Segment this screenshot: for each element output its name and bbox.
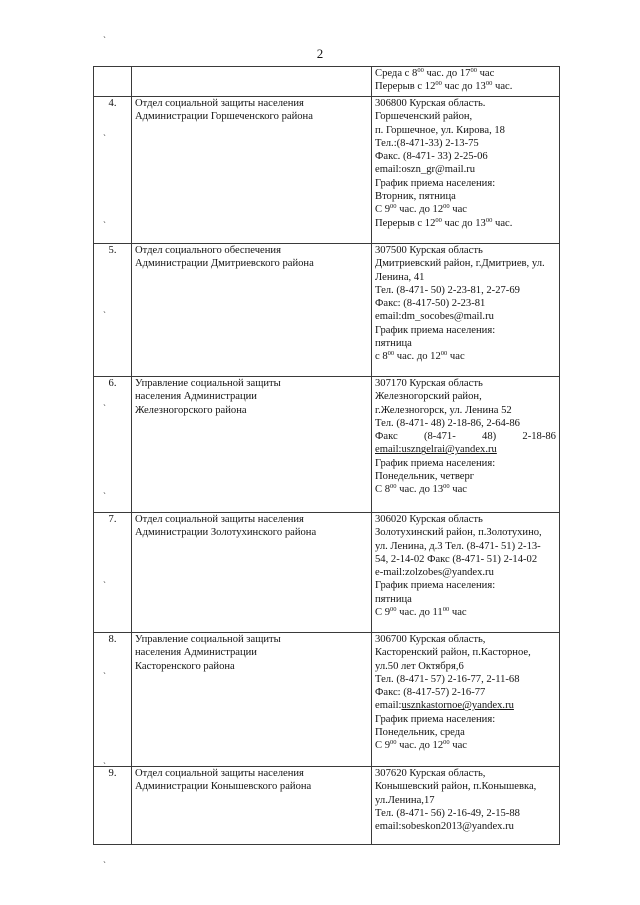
phone-line: Тел.:(8-471-33) 2-13-75 — [375, 137, 479, 149]
email-line[interactable]: email:uszngelrai@yandex.ru — [375, 444, 497, 456]
schedule-days: пятница — [375, 593, 412, 605]
email-line: email:dm_socobes@mail.ru — [375, 311, 494, 323]
scan-speck: ˏ — [103, 853, 106, 863]
schedule-days: Понедельник, четверг — [375, 471, 475, 483]
address-line: ул.Ленина,17 — [375, 794, 435, 806]
scan-speck: ˏ — [103, 213, 106, 223]
phone-line: Тел. (8-471- 50) 2-23-81, 2-27-69 — [375, 284, 520, 296]
scan-speck: ˏ — [103, 754, 106, 764]
address-line: Железногорский район, — [375, 391, 482, 403]
organization-name-line: Касторенского района — [135, 660, 235, 672]
scan-speck: ˏ — [103, 484, 106, 494]
scan-speck: ˏ — [103, 396, 106, 406]
address-line: Горшеченский район, — [375, 111, 473, 123]
address-line: Золотухинский район, п.Золотухино, — [375, 527, 542, 539]
organization-name-cell — [132, 767, 372, 845]
email-line: email:oszn_gr@mail.ru — [375, 164, 476, 176]
schedule-days: Вторник, пятница — [375, 191, 456, 203]
table-row — [94, 633, 560, 767]
address-line: 307620 Курская область, — [375, 768, 486, 779]
schedule-title: График приема населения: — [375, 324, 496, 336]
scan-speck: ˏ — [103, 28, 106, 38]
break-hours-line: Перерыв с $12^{00}$ час до $13^{00}$ час. — [375, 80, 513, 93]
organization-name-cell — [132, 244, 372, 377]
contact-info-cell — [372, 633, 560, 767]
social-protection-offices-table — [93, 66, 560, 845]
hours-line: С $9^{00}$ час. до $12^{00}$ час — [375, 203, 468, 216]
page-number: 2 — [316, 46, 324, 61]
fax-line: Факс: (8-417-50) 2-23-81 — [375, 298, 486, 310]
address-line: 306800 Курская область. — [375, 98, 486, 109]
organization-name-cell — [132, 377, 372, 513]
fax-line: Факс. (8-471- 33) 2-25-06 — [375, 151, 488, 163]
organization-name-line: Администрации Золотухинского района — [135, 527, 317, 539]
address-line: Конышевский район, п.Конышевка, — [375, 781, 537, 793]
scan-speck: ˏ — [103, 126, 106, 136]
address-line: Касторенский район, п.Касторное, — [375, 647, 531, 659]
organization-name-line: населения Администрации — [135, 391, 257, 403]
row-number-cell — [94, 67, 132, 97]
row-number: 7. — [94, 513, 132, 633]
schedule-title: График приема населения: — [375, 580, 496, 592]
row-number: 9. — [94, 767, 132, 845]
contact-info-cell — [372, 377, 560, 513]
organization-name-line: Управление социальной защиты — [135, 378, 281, 389]
hours-line: Среда с $8^{00}$ час. до $17^{00}$ час — [375, 67, 495, 79]
schedule-days: пятница — [375, 338, 412, 350]
row-number: 4. — [94, 97, 132, 244]
hours-line: С $8^{00}$ час. до $13^{00}$ час — [375, 483, 468, 496]
contact-info-cell — [372, 97, 560, 244]
phone-line: Тел. (8-471- 57) 2-16-77, 2-11-68 — [375, 673, 520, 685]
organization-name-line: населения Администрации — [135, 647, 257, 659]
address-line: Дмитриевский район, г.Дмитриев, ул. — [375, 258, 545, 270]
address-line: 307170 Курская область — [375, 378, 483, 389]
table-row — [94, 97, 560, 244]
phone-line: Тел. (8-471- 56) 2-16-49, 2-15-88 — [375, 807, 520, 819]
organization-name-line: Администрации Дмитриевского района — [135, 258, 314, 270]
organization-name-line: Железногорского района — [135, 404, 247, 416]
scan-speck: ˏ — [103, 573, 106, 583]
email-line: email:sobeskon2013@yandex.ru — [375, 821, 514, 833]
fax-line: Факс (8-471- 48) 2-18-86 — [375, 431, 556, 443]
organization-name-line: Администрации Конышевского района — [135, 781, 312, 793]
contact-info-cell — [372, 67, 560, 97]
scan-speck: ˏ — [103, 664, 106, 674]
schedule-title: График приема населения: — [375, 177, 496, 189]
email-link[interactable]: usznkastornoe@yandex.ru — [401, 700, 514, 712]
hours-line: С $9^{00}$ час. до $11^{00}$ час — [375, 606, 467, 619]
table-row — [94, 377, 560, 513]
hours-line: С $9^{00}$ час. до $12^{00}$ час — [375, 739, 468, 752]
contact-info-cell — [372, 513, 560, 633]
row-number: 8. — [94, 633, 132, 767]
schedule-days: Понедельник, среда — [375, 727, 465, 739]
email-prefix: email: — [375, 700, 402, 712]
organization-name-line: Отдел социального обеспечения — [135, 245, 281, 256]
hours-line: с $8^{00}$ час. до $12^{00}$ час — [375, 350, 465, 363]
address-line: п. Горшечное, ул. Кирова, 18 — [375, 124, 505, 136]
address-line: 307500 Курская область — [375, 245, 483, 256]
scan-speck: ˏ — [103, 303, 106, 313]
fax-line: Факс: (8-417-57) 2-16-77 — [375, 687, 486, 699]
address-line: г.Железногорск, ул. Ленина 52 — [375, 404, 512, 416]
table-row-continuation — [94, 67, 560, 97]
email-line: e-mail:zolzobes@yandex.ru — [375, 567, 494, 579]
organization-name-line: Отдел социальной защиты населения — [135, 514, 304, 525]
organization-name-line: Отдел социальной защиты населения — [135, 768, 304, 779]
contact-info-cell — [372, 767, 560, 845]
contact-info-cell — [372, 244, 560, 377]
email-line — [375, 699, 556, 712]
organization-name-line: Отдел социальной защиты населения — [135, 98, 304, 109]
table-row — [94, 767, 560, 845]
address-line: Ленина, 41 — [375, 271, 425, 283]
phone-line: Тел. (8-471- 48) 2-18-86, 2-64-86 — [375, 417, 520, 429]
row-number: 6. — [94, 377, 132, 513]
row-number: 5. — [94, 244, 132, 377]
schedule-title: График приема населения: — [375, 713, 496, 725]
address-line: ул. Ленина, д.3 Тел. (8-471- 51) 2-13- — [375, 540, 541, 552]
break-hours-line: Перерыв с $12^{00}$ час до $13^{00}$ час. — [375, 216, 513, 229]
schedule-title: График приема населения: — [375, 457, 496, 469]
organization-name-cell — [132, 513, 372, 633]
address-line: 54, 2-14-02 Факс (8-471- 51) 2-14-02 — [375, 553, 538, 565]
address-line: 306700 Курская область, — [375, 634, 486, 645]
address-line: ул.50 лет Октября,6 — [375, 660, 464, 672]
table-row — [94, 244, 560, 377]
address-line: 306020 Курская область — [375, 514, 483, 525]
table-row — [94, 513, 560, 633]
organization-name-cell — [132, 633, 372, 767]
organization-name-line: Управление социальной защиты — [135, 634, 281, 645]
organization-name-line: Администрации Горшеченского района — [135, 111, 313, 123]
organization-name-cell — [132, 97, 372, 244]
organization-name-cell — [132, 67, 372, 97]
